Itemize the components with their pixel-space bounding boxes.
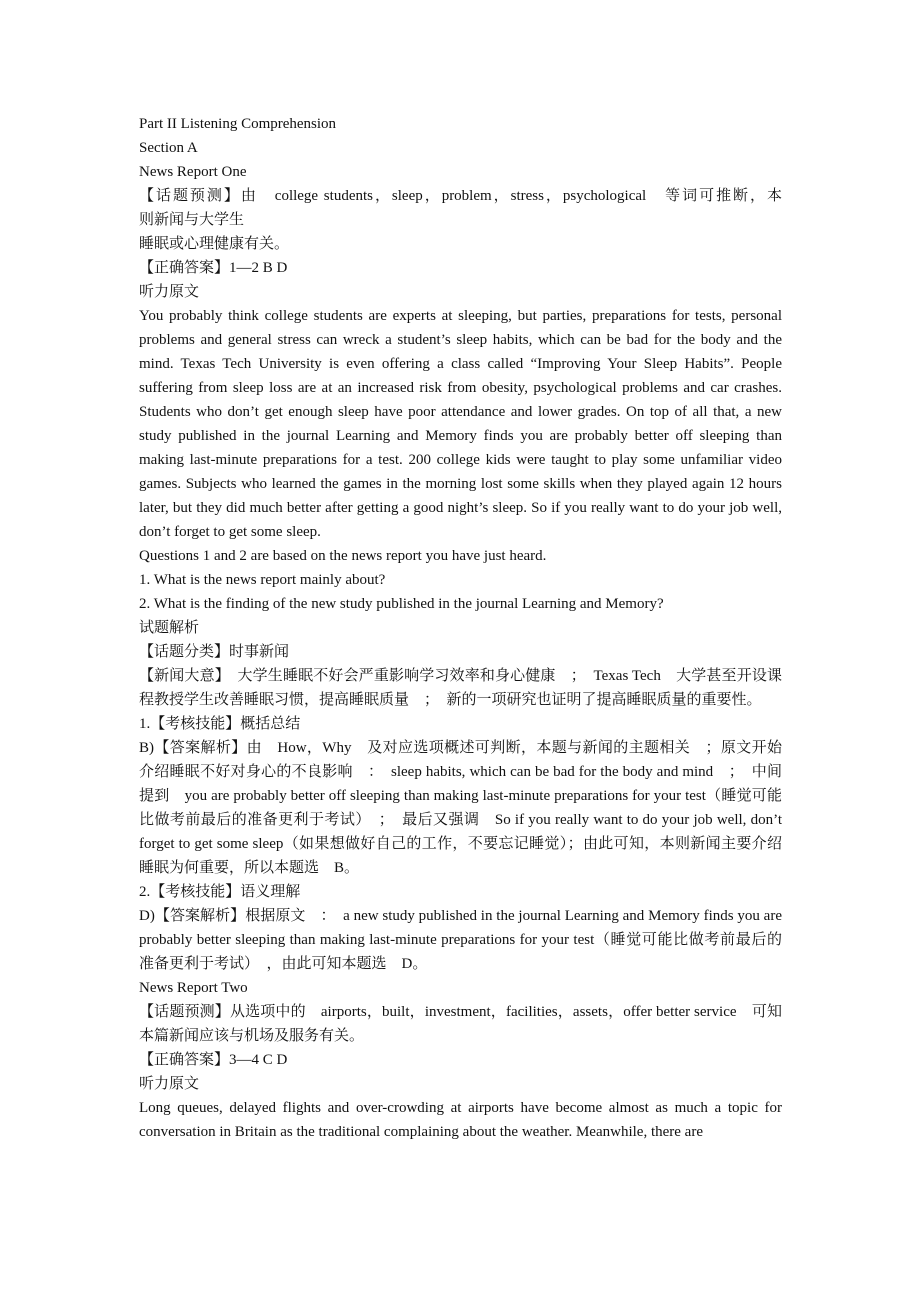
report-one-prediction-line-2: 则新闻与大学生 — [139, 212, 245, 228]
report-two-prediction: 【话题预测】从选项中的 airports，built，investment，facilities，assets，offer better service 可知本篇新闻应该与机场及服务有关。 — [139, 1004, 782, 1044]
report-one-prediction-line-3: 睡眠或心理健康有关。 — [139, 236, 290, 252]
question-1: 1. What is the news report mainly about? — [139, 572, 386, 588]
part-heading: Part II Listening Comprehension — [139, 116, 337, 132]
section-heading: Section A — [139, 140, 198, 156]
question-2: 2. What is the finding of the new study published in the journal Learning and Memory? — [139, 596, 664, 612]
topic-category: 【话题分类】时事新闻 — [139, 644, 290, 660]
explanation-2: D)【答案解析】根据原文 ： a new study published in the journal Learning and Memory finds you are probably better sleeping than making last-minute preparations for your test（睡觉可能比做考前最后的准备更利于考试） ，由此可知本题选 D。 — [139, 908, 782, 972]
report-two-script-label: 听力原文 — [139, 1076, 200, 1092]
report-one-title: News Report One — [139, 164, 247, 180]
report-one-answer: 【正确答案】1—2 B D — [139, 260, 288, 276]
report-two-title: News Report Two — [139, 980, 248, 996]
report-one-script-label: 听力原文 — [139, 284, 200, 300]
explanation-1: B)【答案解析】由 How，Why 及对应选项概述可判断，本题与新闻的主题相关 ；原文开始介绍睡眠不好对身心的不良影响 ： sleep habits, which can be bad for the body and mind ； 中间提到 you are probably better off sleeping than making last-minute preparations for your test（睡觉可能比做考前最后的准备更利于考试） ； 最后又强调 So if you really want to do your job well, don’t forget to get some sleep（如果想做好自己的工作，不要忘记睡觉）；由此可知，本则新闻主要介绍睡眠为何重要，所以本题选 B。 — [139, 740, 782, 876]
report-one-prediction — [139, 184, 782, 208]
questions-intro: Questions 1 and 2 are based on the news report you have just heard. — [139, 548, 547, 564]
analysis-label: 试题解析 — [139, 620, 200, 636]
skill-2: 2.【考核技能】语义理解 — [139, 884, 301, 900]
skill-1: 1.【考核技能】概括总结 — [139, 716, 301, 732]
report-two-answer: 【正确答案】3—4 C D — [139, 1052, 288, 1068]
report-one-script: You probably think college students are experts at sleeping, but parties, preparations for tests, personal problems and general stress can wreck a student’s sleep habits, which can be bad for the body and the mind. Texas Tech University is even offering a class called “Improving Your Sleep Habits”. People suffering from sleep loss are at an increased risk from obesity, psychological problems and car crashes. Students who don’t get enough sleep have poor attendance and lower grades. On top of all that, a new study published in the journal Learning and Memory finds you are probably better off sleeping than making last-minute preparations for a test. 200 college kids were taught to play some unfamiliar video games. Subjects who learned the games in the morning lost some skills when they played again 12 hours later, but they did much better after getting a good night’s sleep. So if you really want to do your job well, don’t forget to get some sleep. — [139, 308, 782, 540]
report-two-script: Long queues, delayed flights and over-crowding at airports have become almost as much a topic for conversation in Britain as the traditional complaining about the weather. Meanwhile, there are — [139, 1100, 782, 1140]
document-page — [139, 112, 782, 1144]
news-summary: 【新闻大意】 大学生睡眠不好会严重影响学习效率和身心健康 ； Texas Tech 大学甚至开设课程教授学生改善睡眠习惯，提高睡眠质量 ； 新的一项研究也证明了提高睡眠质量的重要性。 — [139, 668, 782, 708]
report-one-prediction-line-1: 【话题预测】由 college students，sleep，problem，stress，psychological 等词可推断，本 — [139, 188, 782, 204]
